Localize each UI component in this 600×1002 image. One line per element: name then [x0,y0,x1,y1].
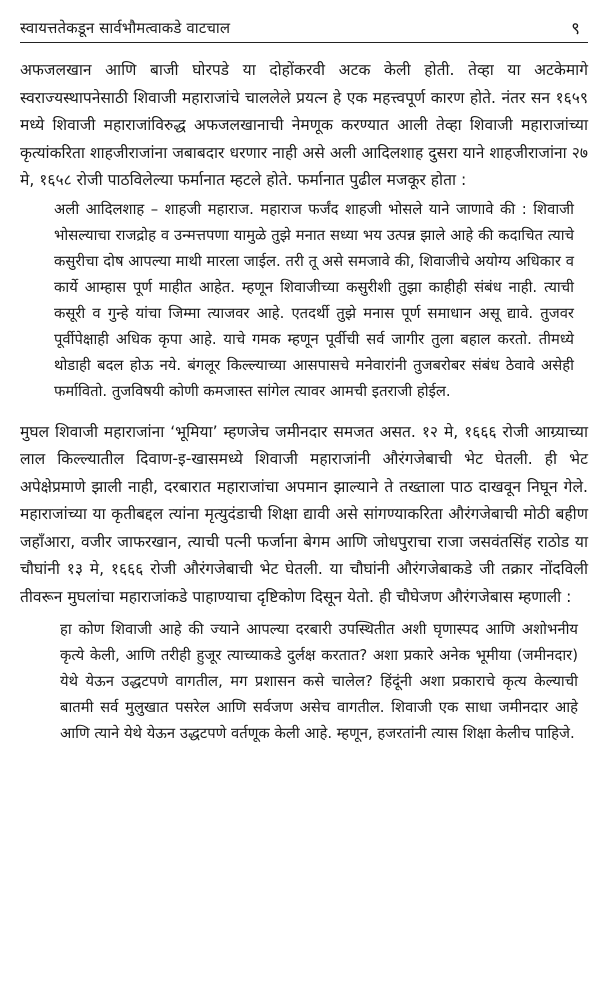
block-quote-farman: अली आदिलशाह – शाहजी महाराज. महाराज फर्जंद शाहजी भोसले याने जाणावे की : शिवाजी भोसल्याचा राजद्रोह व उन्मत्तपणा यामुळे तुझे मनात सध्या भय उत्पन्न झाले आहे की कदाचित त्याचे कसुरीचा दोष आपल्या माथी मारला जाईल. तरी तू असे समजावे की, शिवाजीचे अयोग्य अधिकार व कार्ये आम्हास पूर्ण माहीत आहेत. म्हणून शिवाजीच्या कसुरीशी तुझा काहीही संबंध नाही. त्याची कसूरी व गुन्हे यांचा जिम्मा त्याजवर आहे. एतदर्थी तुझे मनास पूर्ण समाधान असू द्यावे. तुजवर पूर्वीपेक्षाही अधिक कृपा आहे. याचे गमक म्हणून पूर्वीची सर्व जागीर तुला बहाल करतो. तीमध्ये थोडाही बदल होऊ नये. बंगलूर किल्ल्याच्या आसपासचे मनेवारांनी तुजबरोबर संबंध ठेवावे असेही फर्मावितो. तुजविषयी कोणी कमजास्त सांगेल त्यावर आमची इतराजी होईल. [54,200,574,400]
paragraph-gap [20,411,588,419]
block-quote-complaint: हा कोण शिवाजी आहे की ज्याने आपल्या दरबारी उपस्थितीत अशी घृणास्पद आणि अशोभनीय कृत्ये केली, आणि तरीही हुजूर त्याच्याकडे दुर्लक्ष करतात? अशा प्रकारे अनेक भूमीया (जमीनदार) येथे येऊन उद्धटपणे वागतील, मग प्रशासन कसे चालेल? हिंदूंनी अशा प्रकाराचे कृत्य केल्याची बातमी सर्व मुलुखात पसरेल आणि सर्वजण असेच वागतील. शिवाजी एक साधा जमीनदार आहे आणि त्याने येथे येऊन उद्धटपणे वर्तणूक केली आहे. म्हणून, हजरतांनी त्यास शिक्षा केलीच पाहिजे. [60,621,578,742]
paragraph-2: मुघल शिवाजी महाराजांना ‘भूमिया’ म्हणजेच जमीनदार समजत असत. १२ मे, १६६६ रोजी आग्र्याच्या लाल किल्ल्यातील दिवाण-इ-खासमध्ये शिवाजी महाराजांनी औरंगजेबाची भेट घेतली. ही भेट अपेक्षेप्रमाणे झाली नाही, दरबारात महाराजांचा अपमान झाल्याने ते तख्ताला पाठ दाखवून निघून गेले. महाराजांच्या या कृतीबद्दल त्यांना मृत्युदंडाची शिक्षा द्यावी असे सांगण्याकरिता औरंगजेबाची मोठी बहीण जहाँआरा, वजीर जाफरखान, त्याची पत्नी फर्जाना बेगम आणि जोधपुराचा राजा जसवंतसिंह राठोड या चौघांनी १३ मे, १६६६ रोजी औरंगजेबाची भेट घेतली. या चौघांनी औरंगजेबाकडे जी तक्रार नोंदविली तीवरून मुघलांचा महाराजांकडे पाहाण्याचा दृष्टिकोण दिसून येतो. ही चौघेजण औरंगजेबास म्हणाली : [20,422,588,606]
body-text [20,57,588,747]
paragraph-1: अफजलखान आणि बाजी घोरपडे या दोहोंकरवी अटक केली होती. तेव्हा या अटकेमागे स्वराज्यस्थापनेसाठी शिवाजी महाराजांचे चाललेले प्रयत्न हे एक महत्त्वपूर्ण कारण होते. नंतर सन १६५९ मध्ये शिवाजी महाराजांविरुद्ध अफजलखानाची नेमणूक करण्यात आली तेव्हा शिवाजी महाराजांच्या कृत्यांकरिता शाहजीराजांना जबाबदार धरणार नाही असे अली आदिलशाह दुसरा याने शाहजीराजांना २७ मे, १६५८ रोजी पाठविलेल्या फर्मानात म्हटले होते. फर्मानात पुढील मजकूर होता : [20,61,588,189]
running-title: स्वायत्ततेकडून सार्वभौमत्वाकडे वाटचाल [20,19,231,37]
page-number: ९ [571,19,580,39]
running-header [20,12,588,43]
